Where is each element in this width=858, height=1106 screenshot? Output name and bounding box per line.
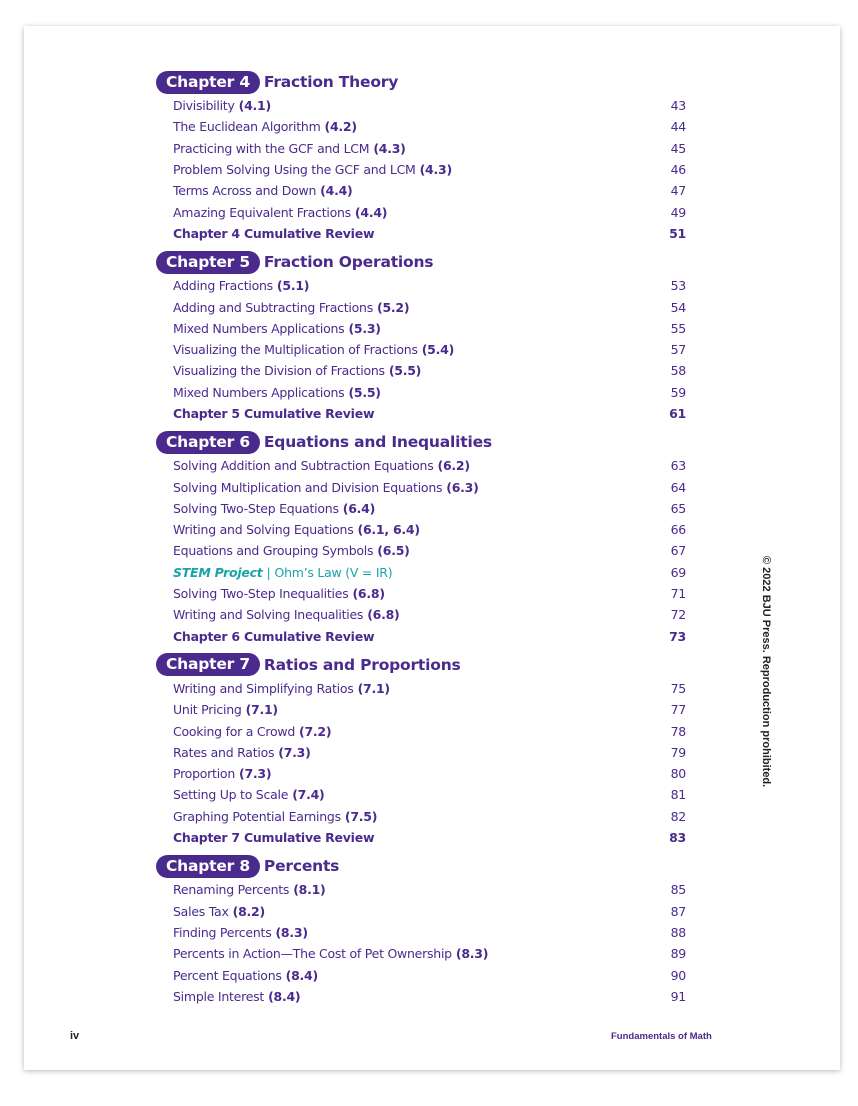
chapter-4-header: [156, 70, 686, 94]
toc-entry[interactable]: [156, 476, 686, 497]
toc-entry[interactable]: [156, 296, 686, 317]
cumulative-review-entry[interactable]: [156, 223, 686, 244]
section-ref: (8.4): [285, 967, 318, 983]
toc-entry[interactable]: [156, 201, 686, 222]
entry-label: Finding Percents: [173, 924, 272, 940]
page-number: 90: [670, 967, 686, 983]
entry-label: Simple Interest: [173, 988, 265, 1004]
page-number: 43: [670, 98, 686, 114]
entry-label: Renaming Percents: [173, 882, 290, 898]
cumulative-review-entry[interactable]: [156, 403, 686, 424]
entry-label: Chapter 4 Cumulative Review: [173, 225, 375, 241]
page-number: 73: [669, 628, 686, 644]
toc-entry[interactable]: [156, 879, 686, 900]
toc-entry[interactable]: [156, 360, 686, 381]
section-ref: (4.3): [419, 162, 452, 178]
page-number: 58: [670, 363, 686, 379]
entry-label: Writing and Solving Inequalities: [173, 607, 364, 623]
entry-label: Terms Across and Down: [173, 183, 317, 199]
chapter-title: Fraction Operations: [263, 253, 434, 272]
section-ref: (5.5): [348, 384, 381, 400]
section-ref: (8.2): [232, 903, 265, 919]
entry-label: Visualizing the Multiplication of Fractions: [173, 342, 418, 358]
entry-label: Writing and Solving Equations: [173, 522, 354, 538]
entry-label: Solving Two-Step Equations: [173, 500, 339, 516]
page-number: 55: [670, 320, 686, 336]
entry-label: Solving Two-Step Inequalities: [173, 586, 349, 602]
chapter-title: Ratios and Proportions: [263, 655, 461, 674]
entry-label: Graphing Potential Earnings: [173, 808, 341, 824]
entry-label: Chapter 7 Cumulative Review: [173, 830, 375, 846]
page-number: 57: [670, 342, 686, 358]
entry-label: Practicing with the GCF and LCM: [173, 140, 370, 156]
toc-entry[interactable]: [156, 275, 686, 296]
chapter-number-pill: Chapter 7: [156, 653, 260, 676]
page-number: 64: [670, 479, 686, 495]
page-number: 59: [670, 384, 686, 400]
toc-entry[interactable]: [156, 540, 686, 561]
section-ref: (7.2): [299, 723, 332, 739]
entry-label: Chapter 6 Cumulative Review: [173, 628, 375, 644]
section-ref: (6.5): [377, 543, 410, 559]
section-ref: (8.4): [268, 988, 301, 1004]
page-number: 61: [669, 406, 686, 421]
page-number: 79: [670, 744, 686, 760]
entry-label: Cooking for a Crowd: [173, 723, 296, 739]
toc-entry[interactable]: [156, 678, 686, 699]
toc-entry[interactable]: [156, 498, 686, 519]
chapter-7-header: [156, 653, 686, 677]
toc-entry[interactable]: [156, 159, 686, 180]
toc-entry[interactable]: [156, 806, 686, 827]
section-ref: (6.4): [342, 500, 376, 516]
page-number: 49: [670, 204, 686, 220]
entry-label: Visualizing the Division of Fractions: [173, 363, 385, 379]
section-ref: (5.2): [376, 299, 410, 315]
stem-separator: |: [266, 564, 271, 580]
entry-label: Chapter 5 Cumulative Review: [173, 406, 375, 421]
page-number: 67: [670, 543, 686, 559]
cumulative-review-entry[interactable]: [156, 827, 686, 848]
section-ref: (4.4): [354, 204, 388, 220]
page-number: 72: [670, 607, 686, 623]
page-number: 71: [670, 586, 686, 602]
page-number: 53: [670, 278, 686, 294]
page-number: 46: [670, 162, 686, 178]
toc-entry[interactable]: [156, 339, 686, 360]
section-ref: (4.2): [324, 119, 357, 135]
section-ref: (4.1): [238, 98, 271, 114]
chapter-number-pill: Chapter 6: [156, 431, 260, 454]
entry-label: Mixed Numbers Applications: [173, 320, 345, 336]
page-number: 77: [670, 702, 686, 718]
toc-entry[interactable]: [156, 318, 686, 339]
page-number: 66: [670, 522, 686, 538]
toc-entry[interactable]: [156, 720, 686, 741]
toc-entry[interactable]: [156, 964, 686, 985]
section-ref: (5.4): [421, 342, 455, 358]
chapter-title: Equations and Inequalities: [263, 433, 492, 452]
chapter-8-header: [156, 854, 686, 878]
section-ref: (5.5): [388, 363, 422, 379]
section-ref: (6.8): [367, 607, 400, 623]
section-ref: (8.1): [293, 882, 326, 898]
section-ref: (5.1): [276, 278, 310, 294]
entry-label: Adding Fractions: [173, 278, 273, 294]
page-number: 88: [670, 924, 686, 940]
toc-entry[interactable]: [156, 784, 686, 805]
chapter-5-section: [156, 250, 686, 424]
page-number: 44: [670, 119, 686, 135]
document-page: [24, 26, 840, 1070]
page-number: 81: [670, 787, 686, 803]
section-ref: (7.5): [344, 808, 378, 824]
section-ref: (7.3): [239, 766, 272, 782]
section-ref: (6.1, 6.4): [357, 522, 420, 538]
stem-project-label: STEM Project: [173, 564, 263, 580]
footer-book-title: Fundamentals of Math: [611, 1031, 712, 1042]
chapter-5-header: [156, 250, 686, 274]
page-number: 91: [670, 988, 686, 1004]
page-number: 63: [670, 458, 686, 474]
page-number: 54: [670, 299, 686, 315]
page-number: 65: [670, 500, 686, 516]
stem-project-entry[interactable]: [156, 562, 686, 583]
toc-entry[interactable]: [156, 922, 686, 943]
chapter-8-section: [156, 854, 686, 1007]
page-number: 45: [670, 140, 686, 156]
entry-label: Sales Tax: [173, 903, 229, 919]
chapter-title: Fraction Theory: [263, 73, 399, 91]
toc-entry[interactable]: [156, 901, 686, 922]
section-ref: (6.8): [352, 586, 385, 602]
chapter-6-header: [156, 430, 686, 454]
copyright-notice: © 2022 BJU Press. Reproduction prohibited.: [760, 556, 772, 788]
entry-label: Equations and Grouping Symbols: [173, 543, 374, 559]
page-number: 75: [670, 680, 686, 696]
toc-entry[interactable]: [156, 455, 686, 476]
entry-label: Amazing Equivalent Fractions: [173, 204, 351, 220]
page-number: 51: [669, 225, 686, 241]
section-ref: (4.4): [320, 183, 353, 199]
chapter-number-pill: Chapter 4: [156, 71, 260, 94]
toc-entry[interactable]: [156, 116, 686, 137]
page-number: 89: [670, 946, 686, 962]
entry-label: The Euclidean Algorithm: [173, 119, 321, 135]
cumulative-review-entry[interactable]: [156, 626, 686, 647]
section-ref: (7.4): [292, 787, 325, 803]
toc-entry[interactable]: [156, 519, 686, 540]
section-ref: (6.3): [446, 479, 479, 495]
entry-label: Percents in Action—The Cost of Pet Ownership: [173, 946, 452, 962]
toc-entry[interactable]: [156, 986, 686, 1007]
entry-label: Divisibility: [173, 98, 235, 114]
page-number: 87: [670, 903, 686, 919]
stem-project-title: Ohm’s Law (V = IR): [274, 564, 393, 580]
chapter-7-section: [156, 653, 686, 848]
chapter-title: Percents: [263, 857, 340, 876]
toc-entry[interactable]: [156, 742, 686, 763]
entry-label: Proportion: [173, 766, 235, 782]
section-ref: (7.1): [357, 680, 390, 696]
entry-label: Mixed Numbers Applications: [173, 384, 345, 400]
chapter-number-pill: Chapter 8: [156, 855, 260, 878]
section-ref: (6.2): [437, 458, 470, 474]
toc-entry[interactable]: [156, 138, 686, 159]
toc-entry[interactable]: [156, 604, 686, 625]
entry-label: Percent Equations: [173, 967, 282, 983]
page-number: 82: [670, 808, 686, 824]
section-ref: (8.3): [455, 946, 489, 962]
entry-label: Writing and Simplifying Ratios: [173, 680, 354, 696]
page-number: 83: [669, 830, 686, 846]
section-ref: (7.3): [278, 744, 311, 760]
entry-label: Unit Pricing: [173, 702, 242, 718]
toc-entry[interactable]: [156, 382, 686, 403]
table-of-contents: [156, 70, 686, 1013]
toc-entry[interactable]: [156, 95, 686, 116]
entry-label: Rates and Ratios: [173, 744, 275, 760]
toc-entry[interactable]: [156, 943, 686, 964]
chapter-number-pill: Chapter 5: [156, 251, 260, 274]
page-number: 78: [670, 723, 686, 739]
entry-label: Solving Multiplication and Division Equations: [173, 479, 443, 495]
section-ref: (4.3): [373, 140, 406, 156]
toc-entry[interactable]: [156, 180, 686, 201]
section-ref: (7.1): [245, 702, 278, 718]
page-number: 69: [670, 564, 686, 580]
toc-entry[interactable]: [156, 763, 686, 784]
section-ref: (8.3): [275, 924, 308, 940]
section-ref: (5.3): [348, 320, 381, 336]
page-number: 47: [670, 183, 686, 199]
entry-label: Adding and Subtracting Fractions: [173, 299, 373, 315]
entry-label: Solving Addition and Subtraction Equations: [173, 458, 434, 474]
page-number: 85: [670, 882, 686, 898]
toc-entry[interactable]: [156, 699, 686, 720]
entry-label: Problem Solving Using the GCF and LCM: [173, 162, 416, 178]
entry-label: Setting Up to Scale: [173, 787, 289, 803]
page-number: 80: [670, 766, 686, 782]
chapter-4-section: [156, 70, 686, 244]
chapter-6-section: [156, 430, 686, 647]
page-folio: iv: [70, 1030, 80, 1042]
toc-entry[interactable]: [156, 583, 686, 604]
